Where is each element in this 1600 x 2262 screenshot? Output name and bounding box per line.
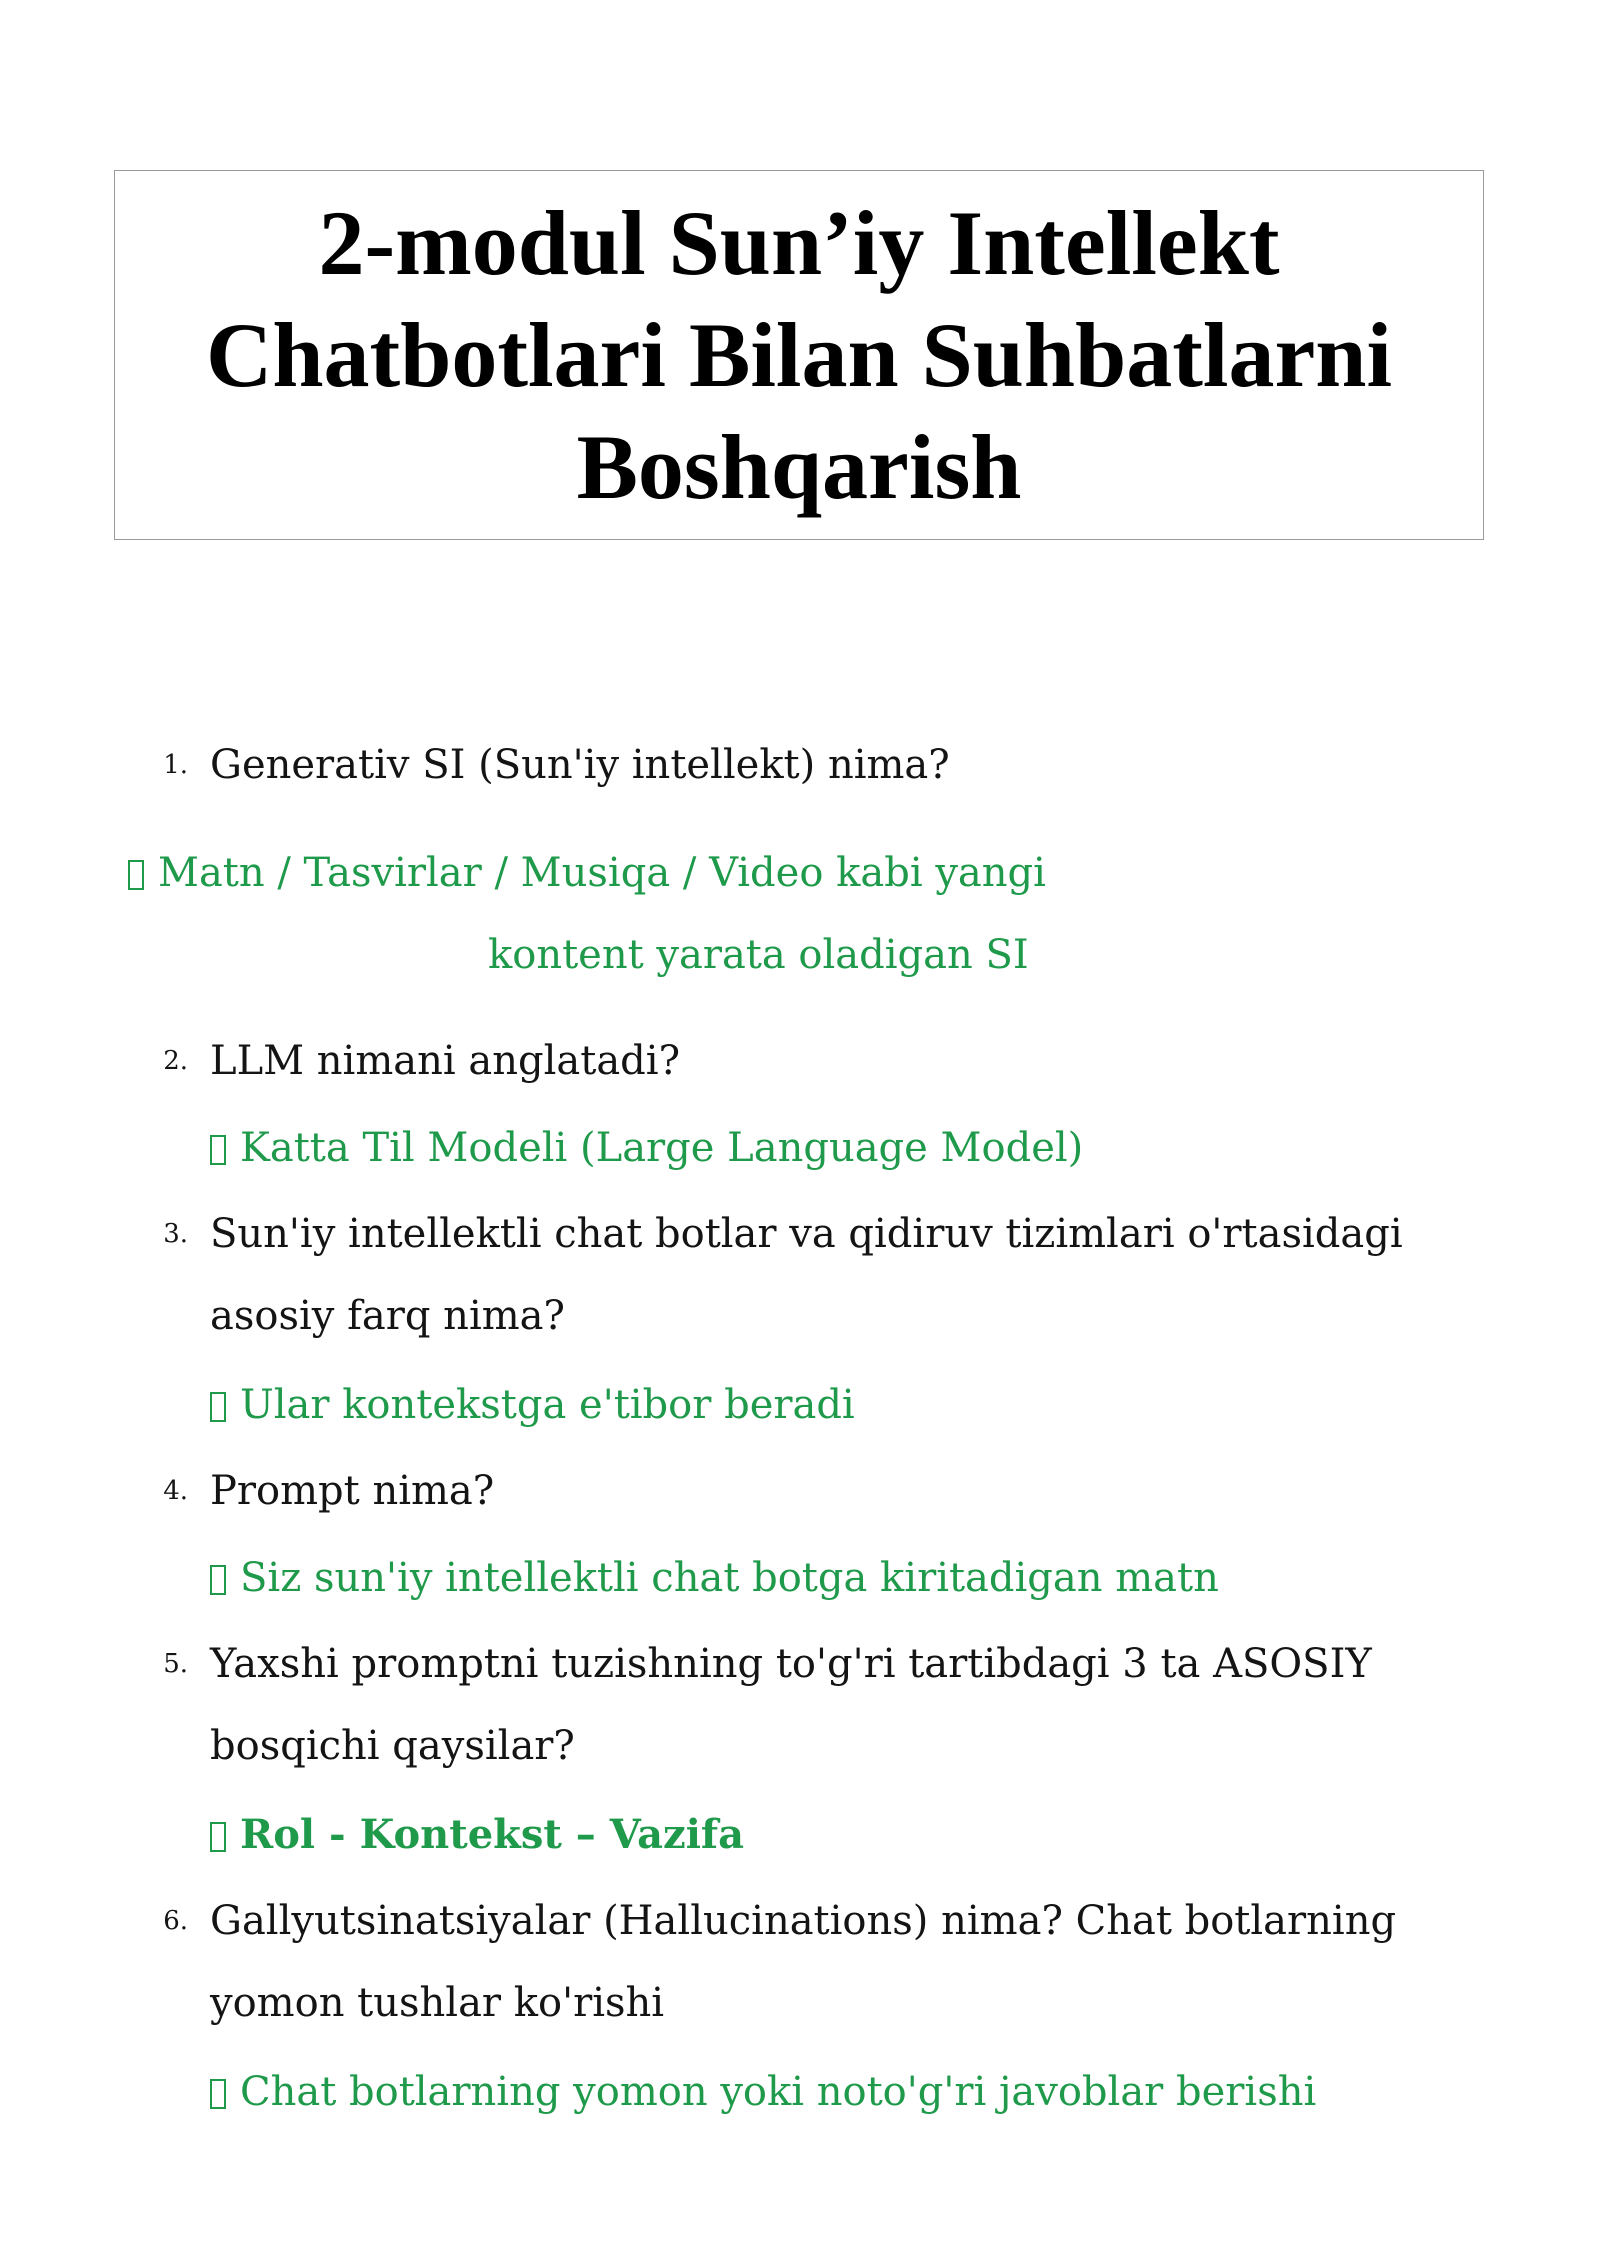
title-box (114, 170, 1484, 540)
checkbox-icon (210, 1565, 226, 1595)
answer-4 (210, 1537, 1219, 1619)
question-text: Generativ SI (Sun'iy intellekt) nima? (210, 742, 950, 788)
question-number: 2. (163, 1046, 188, 1076)
checkbox-icon (128, 860, 144, 890)
question-number: 6. (163, 1906, 188, 1936)
answer-5 (210, 1794, 744, 1876)
answer-3 (210, 1364, 855, 1446)
answer-text: Katta Til Modeli (Large Language Model) (240, 1125, 1084, 1171)
question-text: LLM nimani anglatadi? (210, 1038, 681, 1084)
answer-1-continuation (488, 914, 1029, 996)
checkbox-icon (210, 1392, 226, 1422)
document-title: 2-modul Sun’iy Intellekt Chatbotlari Bilan Suhbatlarni Boshqarish (205, 192, 1393, 518)
question-number: 3. (163, 1219, 188, 1249)
answer-text: Rol - Kontekst – Vazifa (240, 1811, 745, 1858)
question-text: Gallyutsinatsiyalar (Hallucinations) nima? Chat botlarning yomon tushlar ko'rishi (210, 1898, 1397, 2026)
checkbox-icon (210, 1135, 226, 1165)
answer-text: Siz sun'iy intellektli chat botga kiritadigan matn (240, 1555, 1219, 1601)
answer-text: kontent yarata oladigan SI (488, 932, 1029, 978)
question-text: Yaxshi promptni tuzishning to'g'ri tartibdagi 3 ta ASOSIY bosqichi qaysilar? (210, 1641, 1372, 1769)
answer-text: Chat botlarning yomon yoki noto'g'ri javoblar berishi (240, 2069, 1317, 2115)
answer-1 (128, 832, 1046, 914)
answer-text: Matn / Tasvirlar / Musiqa / Video kabi yangi (158, 850, 1046, 896)
question-text: Prompt nima? (210, 1468, 495, 1514)
checkbox-icon (210, 2079, 226, 2109)
question-text: Sun'iy intellektli chat botlar va qidiruv tizimlari o'rtasidagi asosiy farq nima? (210, 1211, 1403, 1339)
question-number: 4. (163, 1476, 188, 1506)
question-number: 1. (163, 750, 188, 780)
checkbox-icon (210, 1822, 226, 1852)
answer-6 (210, 2051, 1316, 2133)
answer-2 (210, 1107, 1083, 1189)
question-number: 5. (163, 1649, 188, 1679)
answer-text: Ular kontekstga e'tibor beradi (240, 1382, 855, 1428)
